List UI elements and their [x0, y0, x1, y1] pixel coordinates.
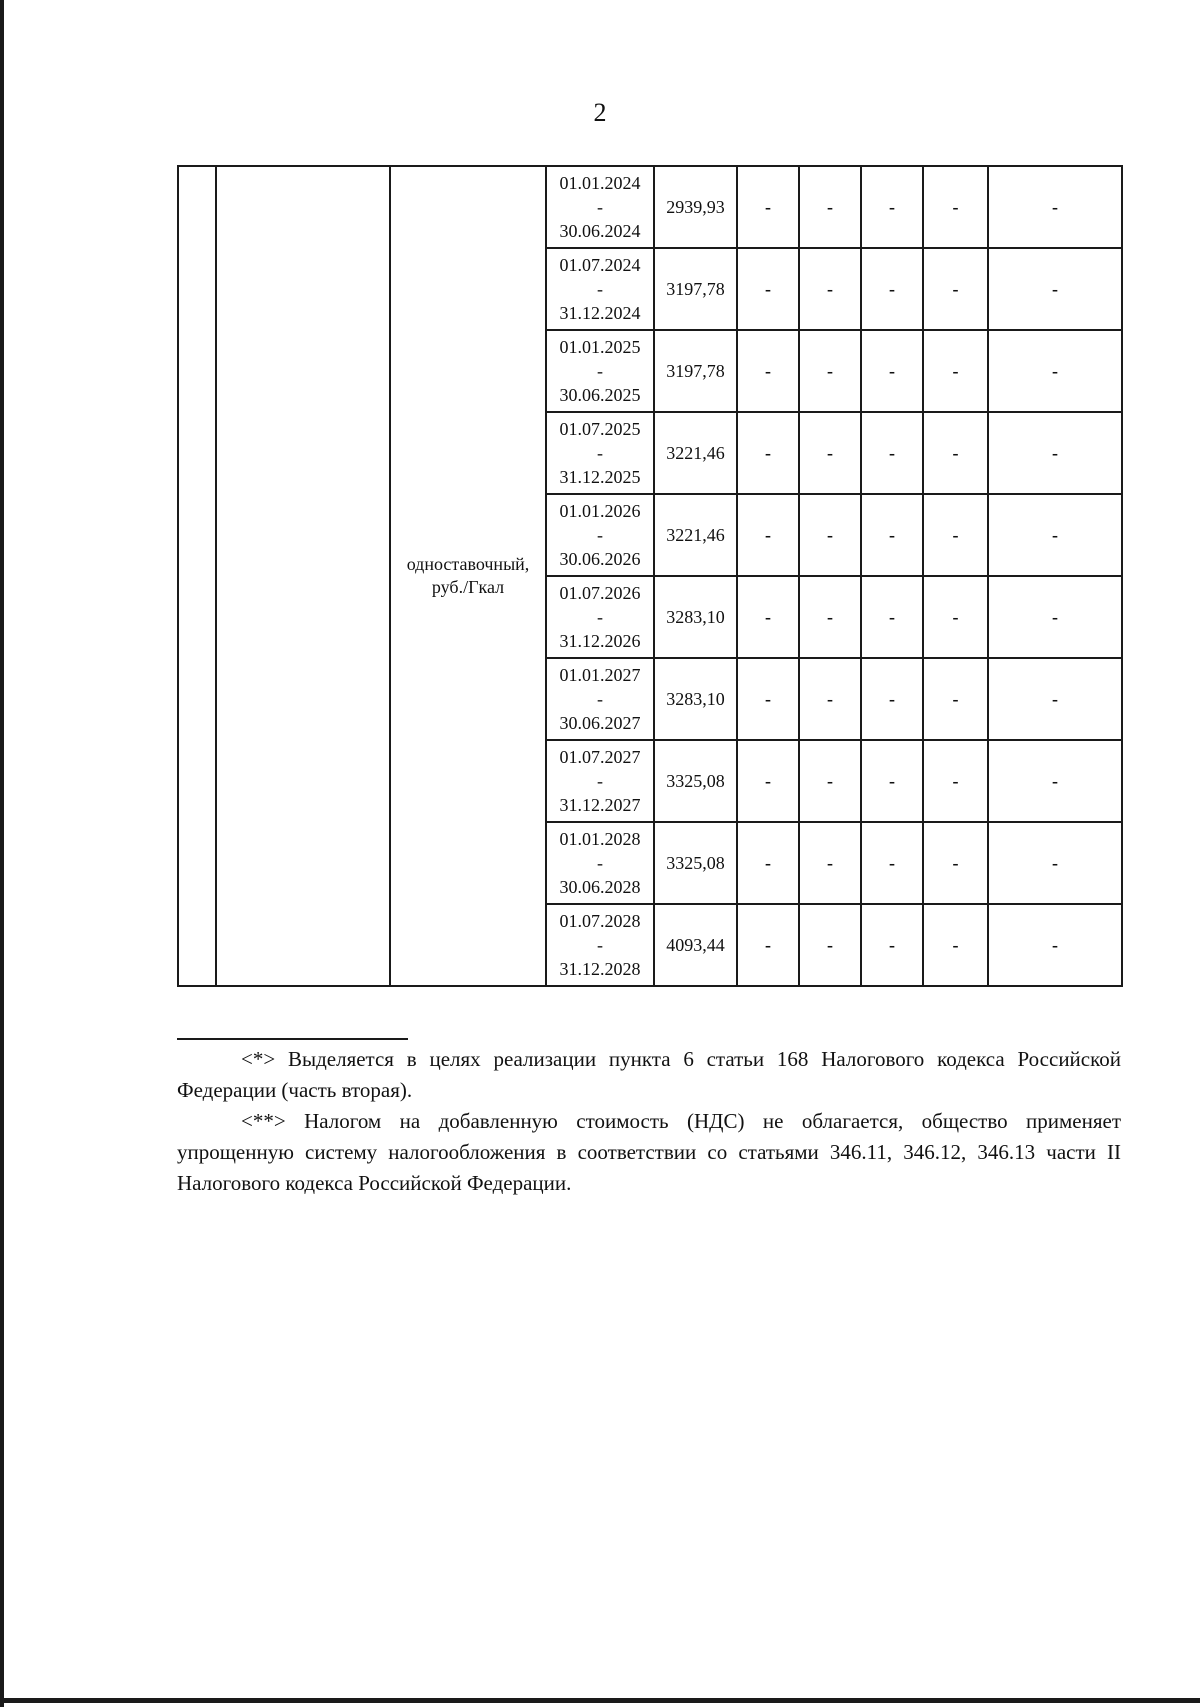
period-end: 31.12.2025: [559, 467, 641, 487]
empty-value-cell: -: [988, 904, 1122, 986]
empty-value-cell: -: [799, 494, 861, 576]
row-name-cell: [216, 166, 390, 986]
empty-value-cell: -: [923, 330, 988, 412]
empty-value-cell: -: [861, 248, 923, 330]
footnote-rule: [177, 1038, 408, 1040]
period-sep: -: [597, 853, 603, 873]
period-end: 31.12.2026: [559, 631, 641, 651]
period-end: 31.12.2024: [559, 303, 641, 323]
page-number: 2: [593, 98, 607, 127]
empty-value-cell: -: [923, 576, 988, 658]
tariff-value-cell: 3283,10: [654, 658, 737, 740]
unit-cell: одноставочный, руб./Гкал: [390, 166, 546, 986]
period-start: 01.01.2027: [559, 665, 641, 685]
period-sep: -: [597, 771, 603, 791]
period-cell: [546, 330, 654, 412]
empty-value-cell: -: [988, 412, 1122, 494]
period-start: 01.01.2028: [559, 829, 641, 849]
tariff-value-cell: 3221,46: [654, 494, 737, 576]
row-number-cell: [178, 166, 216, 986]
empty-value-cell: -: [861, 166, 923, 248]
empty-value-cell: -: [923, 166, 988, 248]
empty-value-cell: -: [737, 904, 799, 986]
period-start: 01.01.2024: [559, 173, 641, 193]
empty-value-cell: -: [737, 494, 799, 576]
empty-value-cell: -: [737, 330, 799, 412]
period-end: 30.06.2025: [559, 385, 641, 405]
period-start: 01.07.2024: [559, 255, 641, 275]
period-sep: -: [597, 279, 603, 299]
empty-value-cell: -: [861, 658, 923, 740]
period-start: 01.07.2025: [559, 419, 641, 439]
period-sep: -: [597, 443, 603, 463]
period-cell: [546, 904, 654, 986]
footnote-1: <*> Выделяется в целях реализации пункта 6 статьи 168 Налогового кодекса Российской Федерации (часть вторая).: [177, 1047, 1121, 1102]
period-sep: -: [597, 361, 603, 381]
period-end: 30.06.2024: [559, 221, 641, 241]
empty-value-cell: -: [988, 576, 1122, 658]
empty-value-cell: -: [923, 494, 988, 576]
period-cell: [546, 412, 654, 494]
empty-value-cell: -: [799, 904, 861, 986]
empty-value-cell: -: [799, 576, 861, 658]
empty-value-cell: -: [799, 330, 861, 412]
period-start: 01.01.2025: [559, 337, 641, 357]
empty-value-cell: -: [737, 822, 799, 904]
empty-value-cell: -: [799, 822, 861, 904]
empty-value-cell: -: [737, 576, 799, 658]
empty-value-cell: -: [799, 658, 861, 740]
tariff-value-cell: 3221,46: [654, 412, 737, 494]
period-start: 01.01.2026: [559, 501, 641, 521]
period-cell: [546, 658, 654, 740]
period-start: 01.07.2028: [559, 911, 641, 931]
empty-value-cell: -: [923, 248, 988, 330]
empty-value-cell: -: [861, 412, 923, 494]
period-end: 31.12.2027: [559, 795, 641, 815]
period-cell: [546, 166, 654, 248]
empty-value-cell: -: [988, 822, 1122, 904]
footnotes: [177, 1044, 1121, 1199]
period-cell: [546, 576, 654, 658]
empty-value-cell: -: [799, 248, 861, 330]
period-sep: -: [597, 935, 603, 955]
empty-value-cell: -: [861, 822, 923, 904]
empty-value-cell: -: [737, 412, 799, 494]
empty-value-cell: -: [923, 740, 988, 822]
period-sep: -: [597, 197, 603, 217]
empty-value-cell: -: [799, 166, 861, 248]
period-cell: [546, 740, 654, 822]
tariff-value-cell: 3283,10: [654, 576, 737, 658]
period-end: 30.06.2028: [559, 877, 641, 897]
tariff-value-cell: 2939,93: [654, 166, 737, 248]
empty-value-cell: -: [923, 904, 988, 986]
empty-value-cell: -: [861, 330, 923, 412]
period-end: 30.06.2026: [559, 549, 641, 569]
empty-value-cell: -: [988, 330, 1122, 412]
empty-value-cell: -: [737, 166, 799, 248]
period-sep: -: [597, 525, 603, 545]
empty-value-cell: -: [799, 412, 861, 494]
table-row: [178, 166, 1122, 248]
empty-value-cell: -: [861, 494, 923, 576]
period-cell: [546, 822, 654, 904]
tariff-table: [177, 165, 1123, 987]
period-end: 31.12.2028: [559, 959, 641, 979]
tariff-value-cell: 3197,78: [654, 330, 737, 412]
tariff-value-cell: 3325,08: [654, 822, 737, 904]
empty-value-cell: -: [737, 658, 799, 740]
page-left-border: [0, 0, 4, 1707]
tariff-value-cell: 3325,08: [654, 740, 737, 822]
empty-value-cell: -: [737, 248, 799, 330]
period-start: 01.07.2027: [559, 747, 641, 767]
period-start: 01.07.2026: [559, 583, 641, 603]
period-cell: [546, 248, 654, 330]
empty-value-cell: -: [923, 658, 988, 740]
empty-value-cell: -: [799, 740, 861, 822]
page-bottom-border: [0, 1698, 1200, 1703]
empty-value-cell: -: [737, 740, 799, 822]
footnote-2: <**> Налогом на добавленную стоимость (НДС) не облагается, общество применяет упрощенную систему налогообложения в соответствии со статьями 346.11, 346.12, 346.13 части II Налогового кодекса Российской Федерации.: [177, 1109, 1121, 1195]
empty-value-cell: -: [861, 904, 923, 986]
empty-value-cell: -: [988, 166, 1122, 248]
empty-value-cell: -: [988, 494, 1122, 576]
period-sep: -: [597, 689, 603, 709]
period-sep: -: [597, 607, 603, 627]
empty-value-cell: -: [988, 740, 1122, 822]
tariff-value-cell: 4093,44: [654, 904, 737, 986]
empty-value-cell: -: [861, 576, 923, 658]
period-cell: [546, 494, 654, 576]
empty-value-cell: -: [923, 412, 988, 494]
empty-value-cell: -: [988, 658, 1122, 740]
empty-value-cell: -: [923, 822, 988, 904]
period-end: 30.06.2027: [559, 713, 641, 733]
empty-value-cell: -: [988, 248, 1122, 330]
empty-value-cell: -: [861, 740, 923, 822]
tariff-value-cell: 3197,78: [654, 248, 737, 330]
